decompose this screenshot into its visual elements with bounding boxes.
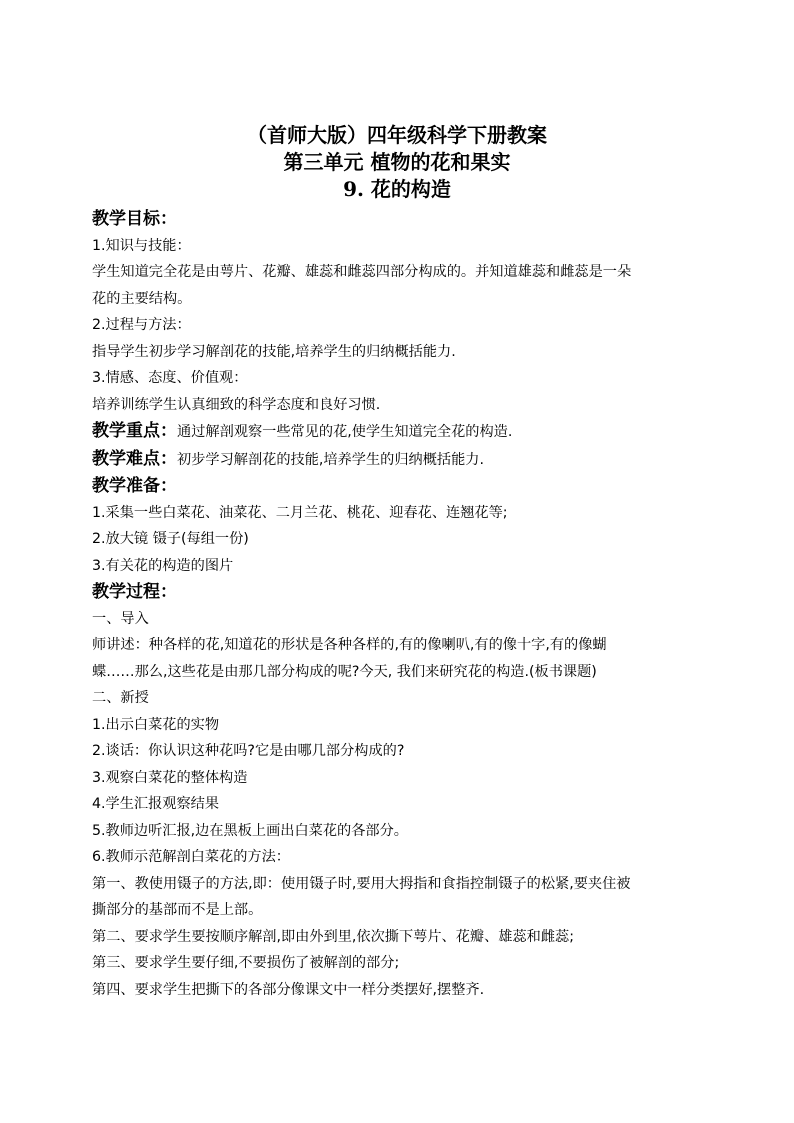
key-point (92, 418, 712, 446)
section-title-new: 二、新授 (92, 690, 149, 706)
step-line: 第四、要求学生把撕下的各部分像课文中一样分类摆好,摆整齐. (92, 981, 485, 998)
difficulty (92, 446, 712, 474)
goal1-text-continued: 花的主要结构。 (92, 290, 192, 307)
new-item: 1.出示白菜花的实物 (92, 716, 220, 733)
unit-title: 第三单元 植物的花和果实 (283, 150, 511, 174)
prep-item: 1.采集一些白菜花、油菜花、二月兰花、桃花、迎春花、连翘花等; (92, 504, 508, 521)
difficulty-label: 教学难点： (92, 448, 177, 469)
goal3-text: 培养训练学生认真细致的科学态度和良好习惯. (92, 396, 381, 413)
new-item: 2.谈话：你认识这种花吗?它是由哪几部分构成的? (92, 743, 405, 759)
intro-text-continued: 蝶……那么,这些花是由那几部分构成的呢?今天, 我们来研究花的构造.(板书课题) (92, 663, 597, 680)
lesson-body (92, 206, 712, 1003)
goal2-label: 2.过程与方法： (92, 317, 191, 333)
key-point-label: 教学重点： (92, 421, 177, 441)
section-title-intro: 一、导入 (92, 610, 149, 627)
new-item: 3.观察白菜花的整体构造 (92, 769, 248, 786)
step-line: 第三、要求学生要仔细,不要损伤了被解剖的部分; (92, 955, 400, 971)
step-line: 第一、教使用镊子的方法,即：使用镊子时,要用大拇指和食指控制镊子的松紧,要夹住被 (92, 875, 631, 892)
goal1-label: 1.知识与技能： (92, 237, 191, 254)
new-item: 6.教师示范解剖白菜花的方法： (92, 849, 290, 865)
step-line: 第二、要求学生要按顺序解剖,即由外到里,依次撕下萼片、花瓣、雄蕊和雌蕊; (92, 928, 574, 945)
lesson-title: 9. 花的构造 (343, 177, 451, 201)
process-heading: 教学过程： (92, 582, 177, 602)
intro-text: 师讲述：种各样的花,知道花的形状是各种各样的,有的像喇叭,有的像十字,有的像蝴 (92, 637, 607, 653)
prep-item: 2.放大镜 镊子(每组一份) (92, 531, 249, 547)
teaching-goals-heading: 教学目标： (92, 209, 177, 229)
goal2-text: 指导学生初步学习解剖花的技能,培养学生的归纳概括能力. (92, 343, 456, 360)
goal1-text: 学生知道完全花是由萼片、花瓣、雄蕊和雌蕊四部分构成的。并知道雄蕊和雌蕊是一朵 (92, 264, 632, 280)
document-title: （首师大版）四年级科学下册教案 (247, 123, 547, 147)
prep-item: 3.有关花的构造的图片 (92, 557, 234, 574)
new-item: 4.学生汇报观察结果 (92, 796, 220, 812)
step-line: 撕部分的基部而不是上部。 (92, 902, 263, 918)
prep-heading: 教学准备： (92, 476, 177, 496)
difficulty-text: 初步学习解剖花的技能,培养学生的归纳概括能力. (177, 451, 484, 468)
goal3-label: 3.情感、态度、价值观： (92, 370, 248, 386)
title-block (0, 122, 794, 203)
new-item: 5.教师边听汇报,边在黑板上画出白菜花的各部分。 (92, 822, 408, 839)
key-point-text: 通过解剖观察一些常见的花,使学生知道完全花的构造. (177, 424, 513, 440)
